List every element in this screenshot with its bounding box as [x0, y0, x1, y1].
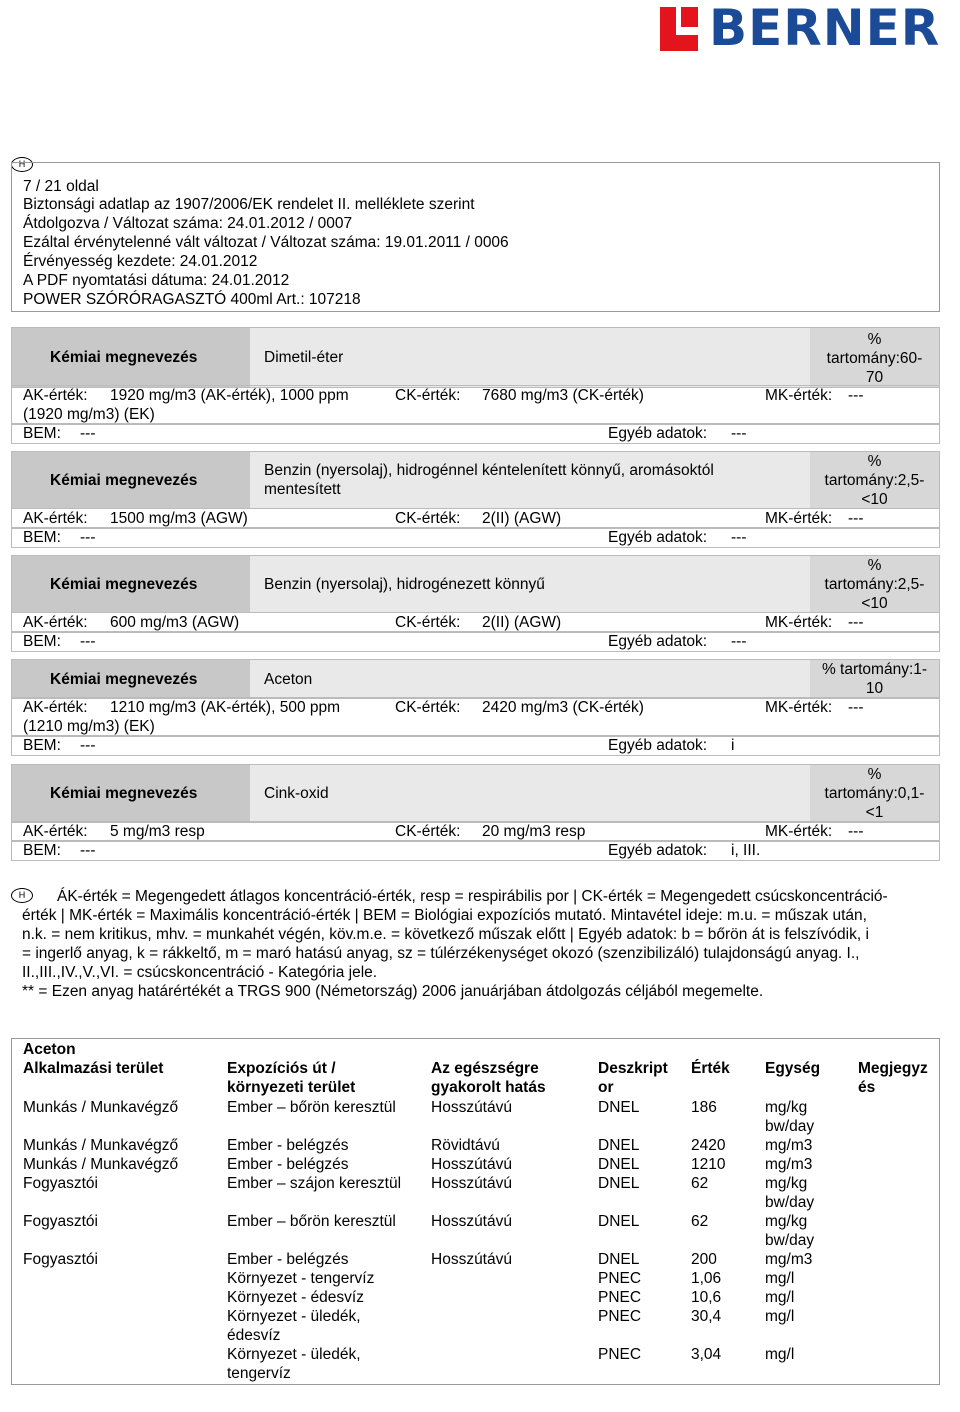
ak-value: 5 mg/m3 resp	[110, 823, 205, 840]
h-badge-icon: H	[11, 888, 33, 903]
table-cell: PNEC	[598, 1289, 642, 1306]
header-line: Biztonsági adatlap az 1907/2006/EK rendelet II. melléklete szerint	[23, 196, 475, 213]
bem-value: ---	[80, 842, 96, 859]
mk-label: MK-érték:	[765, 699, 833, 716]
logo-text: BERNER	[709, 0, 941, 57]
table-cell: Környezet - üledék,	[227, 1346, 361, 1363]
ck-value: 2(II) (AGW)	[482, 510, 562, 527]
table-cell: 200	[691, 1251, 717, 1268]
table-cell: DNEL	[598, 1137, 640, 1154]
table-cell: Rövidtávú	[431, 1137, 500, 1154]
substance-name: Benzin (nyersolaj), hidrogénnel kéntelenített könnyű, aromásoktól	[264, 462, 714, 479]
ck-value: 7680 mg/m3 (CK-érték)	[482, 387, 644, 404]
ck-label: CK-érték:	[395, 823, 461, 840]
table-cell: bw/day	[765, 1118, 815, 1135]
table-cell: mg/m3	[765, 1156, 813, 1173]
table-cell: mg/l	[765, 1308, 795, 1325]
bem-row	[11, 735, 940, 756]
berner-logo-mark-icon	[657, 5, 701, 51]
ak-label: AK-érték:	[23, 387, 88, 404]
chem-label: Kémiai megnevezés	[50, 576, 198, 593]
egyeb-value: ---	[731, 633, 747, 650]
table-cell: Fogyasztói	[23, 1251, 98, 1268]
bem-row	[11, 423, 940, 444]
header-line: A PDF nyomtatási dátuma: 24.01.2012	[23, 272, 290, 289]
column-header: környezeti terület	[227, 1079, 356, 1096]
table-cell: 2420	[691, 1137, 726, 1154]
table-cell: mg/m3	[765, 1251, 813, 1268]
pct-line: 10	[865, 680, 884, 697]
bem-row	[11, 527, 940, 548]
bem-value: ---	[80, 737, 96, 754]
bem-value: ---	[80, 529, 96, 546]
ak-value: (1920 mg/m3) (EK)	[23, 406, 155, 423]
limit-values-row	[11, 508, 940, 529]
table-cell: Fogyasztói	[23, 1213, 98, 1230]
header-line: Átdolgozva / Változat száma: 24.01.2012 / 0007	[23, 215, 353, 232]
column-header: és	[858, 1079, 876, 1096]
column-header: Alkalmazási terület	[23, 1060, 164, 1077]
mk-label: MK-érték:	[765, 510, 833, 527]
table-cell: bw/day	[765, 1194, 815, 1211]
h-badge-icon: H	[11, 157, 33, 172]
legend-line: = ingerlő anyag, k = rákkeltő, m = maró hatású anyag, sz = túlérzékenységet okozó (szenzibilizáló) tulajdonságú anyag. I.,	[22, 945, 860, 962]
column-header: Expozíciós út /	[227, 1060, 336, 1077]
pct-line: %	[867, 331, 882, 348]
ak-value: 1210 mg/m3 (AK-érték), 500 ppm	[110, 699, 341, 716]
ck-value: 20 mg/m3 resp	[482, 823, 586, 840]
table-cell: Munkás / Munkavégző	[23, 1099, 179, 1116]
table-cell: 62	[691, 1213, 709, 1230]
table-cell: Ember – szájon keresztül	[227, 1175, 402, 1192]
ak-value: (1210 mg/m3) (EK)	[23, 718, 155, 735]
table-cell: DNEL	[598, 1156, 640, 1173]
bem-label: BEM:	[23, 633, 61, 650]
column-header: Érték	[691, 1060, 730, 1077]
substance-name: Dimetil-éter	[264, 349, 344, 366]
table-cell: mg/m3	[765, 1137, 813, 1154]
table-cell: 1210	[691, 1156, 726, 1173]
table-cell: mg/kg	[765, 1099, 808, 1116]
column-header: Deszkript	[598, 1060, 668, 1077]
table-cell: Környezet - tengervíz	[227, 1270, 375, 1287]
table-cell: mg/kg	[765, 1213, 808, 1230]
egyeb-value: i	[731, 737, 735, 754]
limit-values-row	[11, 385, 940, 425]
bem-label: BEM:	[23, 425, 61, 442]
chem-label: Kémiai megnevezés	[50, 671, 198, 688]
table-cell: Ember – bőrön keresztül	[227, 1099, 396, 1116]
mk-label: MK-érték:	[765, 823, 833, 840]
mk-value: ---	[848, 699, 864, 716]
table-cell: PNEC	[598, 1346, 642, 1363]
table-cell: 3,04	[691, 1346, 722, 1363]
substance-name-bar	[11, 659, 940, 699]
page-number: 7 / 21 oldal	[23, 178, 99, 195]
ck-label: CK-érték:	[395, 510, 461, 527]
product-name: POWER SZÓRÓRAGASZTÓ 400ml Art.: 107218	[23, 291, 361, 308]
table-cell: bw/day	[765, 1232, 815, 1249]
pct-line: %	[867, 766, 882, 783]
ak-value: 1920 mg/m3 (AK-érték), 1000 ppm	[110, 387, 349, 404]
table-cell: 30,4	[691, 1308, 722, 1325]
bem-value: ---	[80, 633, 96, 650]
bem-value: ---	[80, 425, 96, 442]
table-cell: Hosszútávú	[431, 1213, 512, 1230]
column-header: gyakorolt hatás	[431, 1079, 546, 1096]
mk-value: ---	[848, 823, 864, 840]
bem-label: BEM:	[23, 737, 61, 754]
berner-logo	[657, 0, 960, 57]
egyeb-label: Egyéb adatok:	[608, 529, 708, 546]
mk-label: MK-érték:	[765, 387, 833, 404]
table-cell: Hosszútávú	[431, 1251, 512, 1268]
table-cell: tengervíz	[227, 1365, 291, 1382]
table-cell: Hosszútávú	[431, 1099, 512, 1116]
substance-name: Benzin (nyersolaj), hidrogénezett könnyű	[264, 576, 545, 593]
document-header	[11, 162, 940, 312]
bem-row	[11, 840, 940, 861]
column-header: Megjegyz	[858, 1060, 928, 1077]
limit-values-row	[11, 697, 940, 737]
bem-label: BEM:	[23, 842, 61, 859]
table-cell: Ember – bőrön keresztül	[227, 1213, 396, 1230]
legend-line: II.,III.,IV.,V.,VI. = csúcskoncentráció - Kategória jele.	[22, 964, 378, 981]
table-cell: 1,06	[691, 1270, 722, 1287]
ck-label: CK-érték:	[395, 614, 461, 631]
bem-row	[11, 631, 940, 652]
header-line: Ezáltal érvénytelenné vált változat / Változat száma: 19.01.2011 / 0006	[23, 234, 509, 251]
ck-value: 2(II) (AGW)	[482, 614, 562, 631]
chem-label: Kémiai megnevezés	[50, 349, 198, 366]
table-cell: 62	[691, 1175, 709, 1192]
egyeb-label: Egyéb adatok:	[608, 737, 708, 754]
egyeb-value: ---	[731, 425, 747, 442]
ak-label: AK-érték:	[23, 699, 88, 716]
pct-line: %	[867, 453, 882, 470]
pct-line: <10	[861, 595, 888, 612]
substance-name-bar	[11, 764, 940, 823]
bem-label: BEM:	[23, 529, 61, 546]
column-header: Egység	[765, 1060, 821, 1077]
ak-value: 1500 mg/m3 (AGW)	[110, 510, 248, 527]
mk-value: ---	[848, 614, 864, 631]
egyeb-value: i, III.	[731, 842, 761, 859]
ck-label: CK-érték:	[395, 699, 461, 716]
pct-line: 70	[865, 369, 884, 386]
column-header: or	[598, 1079, 614, 1096]
dnel-table	[11, 1038, 940, 1385]
substance-name: mentesített	[264, 481, 341, 498]
chem-label: Kémiai megnevezés	[50, 472, 198, 489]
table-cell: Ember - belégzés	[227, 1137, 349, 1154]
pct-line: %	[867, 557, 882, 574]
table-cell: Ember - belégzés	[227, 1251, 349, 1268]
header-line: Érvényesség kezdete: 24.01.2012	[23, 253, 258, 270]
table-cell: DNEL	[598, 1175, 640, 1192]
table-cell: mg/l	[765, 1270, 795, 1287]
table-cell: PNEC	[598, 1270, 642, 1287]
table-cell: Hosszútávú	[431, 1175, 512, 1192]
table-cell: Környezet - édesvíz	[227, 1289, 364, 1306]
egyeb-label: Egyéb adatok:	[608, 842, 708, 859]
pct-line: <10	[861, 491, 888, 508]
ck-value: 2420 mg/m3 (CK-érték)	[482, 699, 644, 716]
table-cell: Munkás / Munkavégző	[23, 1156, 179, 1173]
table-cell: Fogyasztói	[23, 1175, 98, 1192]
pct-line: tartomány:2,5-	[824, 576, 925, 593]
substance-name: Cink-oxid	[264, 785, 329, 802]
legend-line: ÁK-érték = Megengedett átlagos koncentráció-érték, resp = respirábilis por | CK-érték = Megengedett csúcskoncentráció-	[57, 888, 888, 905]
limit-values-row	[11, 612, 940, 633]
table-cell: Munkás / Munkavégző	[23, 1137, 179, 1154]
table-cell: DNEL	[598, 1213, 640, 1230]
ck-label: CK-érték:	[395, 387, 461, 404]
ak-label: AK-érték:	[23, 510, 88, 527]
table-cell: DNEL	[598, 1099, 640, 1116]
mk-value: ---	[848, 387, 864, 404]
table-cell: Hosszútávú	[431, 1156, 512, 1173]
table-cell: mg/l	[765, 1289, 795, 1306]
table-cell: 10,6	[691, 1289, 722, 1306]
substance-name: Aceton	[264, 671, 313, 688]
table-cell: mg/l	[765, 1346, 795, 1363]
table-cell: édesvíz	[227, 1327, 281, 1344]
pct-line: tartomány:2,5-	[824, 472, 925, 489]
pct-line: tartomány:0,1-	[824, 785, 925, 802]
column-header: Az egészségre	[431, 1060, 539, 1077]
pct-line: % tartomány:1-	[821, 661, 928, 678]
table-cell: Ember - belégzés	[227, 1156, 349, 1173]
limit-values-row	[11, 821, 940, 842]
ak-label: AK-érték:	[23, 614, 88, 631]
table-cell: 186	[691, 1099, 717, 1116]
substance-name-bar	[11, 451, 940, 509]
legend-line: érték | MK-érték = Maximális koncentráció-érték | BEM = Biológiai expozíciós mutató. Mintavétel ideje: m.u. = műszak után,	[22, 907, 867, 924]
pct-line: tartomány:60-	[826, 350, 923, 367]
mk-value: ---	[848, 510, 864, 527]
legend-line: ** = Ezen anyag határértékét a TRGS 900 (Németország) 2006 januárjában átdolgozás céljából megemelte.	[22, 983, 764, 1000]
ak-label: AK-érték:	[23, 823, 88, 840]
table-cell: Környezet - üledék,	[227, 1308, 361, 1325]
substance-name-bar	[11, 327, 940, 388]
substance-name-bar	[11, 555, 940, 613]
ak-value: 600 mg/m3 (AGW)	[110, 614, 240, 631]
pct-line: <1	[865, 804, 884, 821]
legend-line: n.k. = nem kritikus, mhv. = munkahét végén, köv.m.e. = következő műszak előtt | Egyéb adatok: b = bőrön át is felszívódik, i	[22, 926, 869, 943]
table-cell: mg/kg	[765, 1175, 808, 1192]
egyeb-label: Egyéb adatok:	[608, 425, 708, 442]
mk-label: MK-érték:	[765, 614, 833, 631]
table-cell: DNEL	[598, 1251, 640, 1268]
egyeb-label: Egyéb adatok:	[608, 633, 708, 650]
table-title: Aceton	[23, 1041, 76, 1058]
egyeb-value: ---	[731, 529, 747, 546]
table-cell: PNEC	[598, 1308, 642, 1325]
chem-label: Kémiai megnevezés	[50, 785, 198, 802]
